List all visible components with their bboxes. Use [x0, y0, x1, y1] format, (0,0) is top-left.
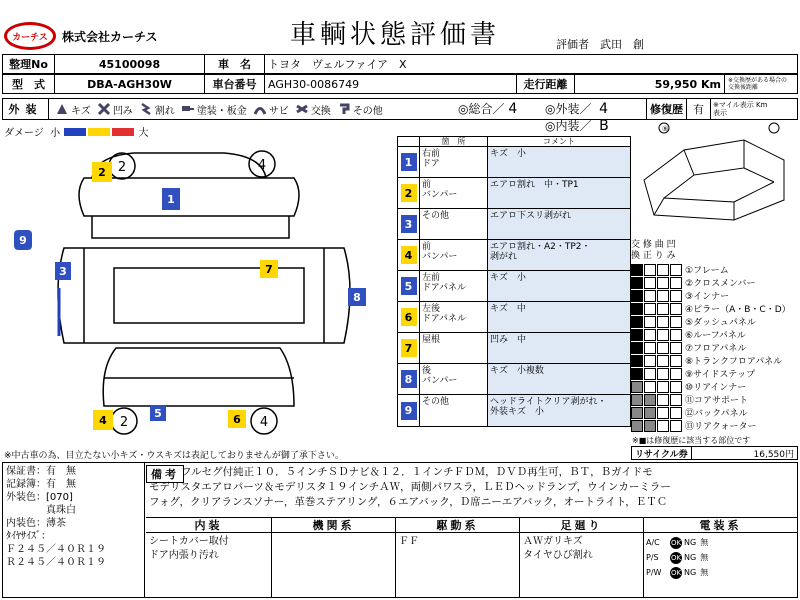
stock-number: 45100098: [55, 55, 205, 73]
frame-check-cell: [670, 420, 682, 432]
notes-text: フルセグ付純正１０．５インチＳＤナビ＆１２．１インチＦＤＭ，ＤＶＤ再生可，ＢＴ，Ｂガイドモ モデリスタエアロパーツ＆モデリスタ１９インチＡＷ，両側パワスラ，ＬＥＤヘッドランプ，ウインカーミラー フォグ，クリアランスソナー，革巻ステアリング，６エアバック，Ｄ席ニーエアバック，オートライト，ＥＴＣ: [149, 466, 671, 508]
frame-check-header: 交 修 曲 凹 換 正 り み: [631, 240, 676, 261]
repair-note: ※マイル表示 Km 表示: [713, 101, 768, 117]
frame-check-row: [631, 263, 795, 276]
frame-check-cell: [670, 368, 682, 380]
comment-rows: [398, 147, 630, 426]
comment-text: ヘッドライトクリア剥がれ・ 外装キズ 小: [488, 395, 630, 426]
frame-check-cell: [631, 290, 643, 302]
tire-rear: Ｒ２４５／４０Ｒ１９: [6, 557, 106, 568]
frame-check-cell: [631, 355, 643, 367]
frame-check-cell: [631, 407, 643, 419]
frame-check-cell: [670, 303, 682, 315]
frame-check-cell: [657, 303, 669, 315]
vehicle-specs: [3, 463, 145, 597]
comment-part: 前 バンパー: [420, 178, 488, 208]
electric-check-row: P/W OK NG 無: [646, 567, 709, 577]
comment-row: [398, 302, 630, 333]
frame-check-cell: [644, 368, 656, 380]
comment-row: [398, 395, 630, 426]
marker-2: 2: [92, 162, 112, 182]
comment-marker-icon: 1: [401, 153, 417, 171]
repair-history-label: 修復歴: [647, 99, 687, 119]
electric-header: 電装系: [699, 519, 742, 532]
frame-part-label: ⑥ルーフパネル: [685, 331, 746, 341]
engine-header: 機関系: [272, 518, 396, 532]
ok-check-icon: OK: [671, 538, 682, 547]
car-damage-diagram: [4, 138, 394, 446]
frame-check-row: [631, 315, 795, 328]
chassis-label: 車台番号: [205, 75, 265, 93]
frame-check-cell: [657, 407, 669, 419]
marker-8: 8: [348, 288, 366, 306]
comment-row: [398, 240, 630, 271]
marker-4: 4: [93, 410, 113, 430]
tire-size-label: ﾀｲﾔｻｲｽﾞ：: [6, 531, 51, 542]
repair-history-value: 有: [687, 99, 711, 119]
model-code: DBA-AGH30W: [55, 75, 205, 93]
frame-check-cell: [631, 264, 643, 276]
ok-check-icon: OK: [671, 553, 682, 562]
frame-check-cell: [644, 407, 656, 419]
comment-part: 右前 ドア: [420, 147, 488, 177]
comment-text: キズ 中: [488, 302, 630, 332]
frame-check-cell: [644, 381, 656, 393]
frame-check-row: [631, 302, 795, 315]
frame-check-row: [631, 367, 795, 380]
comment-row: [398, 271, 630, 302]
frame-check-cell: [644, 303, 656, 315]
frame-part-label: ⑪コアサポート: [685, 396, 749, 406]
frame-part-label: ④ピラー（A・B・C・D）: [685, 305, 791, 315]
logo-emblem: カーチス: [4, 22, 56, 50]
damage-scale: ダメージ 小 大: [4, 128, 149, 139]
comment-text: エアロ割れ・A2・TP2・ 剥がれ: [488, 240, 630, 270]
comment-marker-icon: 9: [401, 402, 417, 420]
comment-row: [398, 364, 630, 395]
frame-check-cell: [657, 290, 669, 302]
comment-part: その他: [420, 209, 488, 239]
car-name: トヨタ ヴェルファイア X: [268, 58, 407, 71]
interior-notes: シートカバー取付 ドア内張り汚れ: [146, 533, 272, 597]
comment-part: 左後 ドアパネル: [420, 302, 488, 332]
comment-text: 凹み 中: [488, 333, 630, 363]
bottom-section: [2, 462, 798, 598]
replace-icon: [295, 102, 309, 116]
frame-part-label: ⑩リアインナー: [685, 383, 747, 393]
frame-check-row: [631, 380, 795, 393]
minor-scratch-footnote: ※中古車の為、目立たない小キズ・ウスキズは表記しておりませんが御了承下さい。: [4, 451, 344, 461]
frame-check-row: [631, 406, 795, 419]
frame-check-grid: [631, 263, 795, 432]
legend-paint: 塗装・板金: [181, 102, 247, 117]
comment-table-header: [398, 137, 630, 147]
frame-check-cell: [670, 264, 682, 276]
spray-gun-icon: [181, 102, 195, 116]
frame-check-cell: [644, 277, 656, 289]
dent-icon: [97, 102, 111, 116]
frame-check-cell: [657, 264, 669, 276]
frame-check-cell: [631, 303, 643, 315]
frame-check-cell: [657, 381, 669, 393]
comment-part: 後 バンパー: [420, 364, 488, 394]
frame-check-row: [631, 341, 795, 354]
interior-header: 内装: [146, 518, 272, 532]
drive-header: 駆動系: [396, 518, 520, 532]
tire-front: Ｆ２４５／４０Ｒ１９: [6, 544, 106, 555]
suspension-header: 足廻り: [520, 518, 644, 532]
marker-7: 7: [260, 260, 278, 278]
rust-icon: [253, 102, 267, 116]
frame-check-cell: [670, 381, 682, 393]
frame-part-label: ⑬リアクォーター: [685, 422, 757, 432]
notes-label: 備考: [146, 465, 184, 483]
frame-check-row: [631, 393, 795, 406]
damage-mid-swatch: [88, 128, 110, 136]
frame-check-cell: [657, 277, 669, 289]
comment-text: エアロ下スリ剥がれ: [488, 209, 630, 239]
recycle-fee: [631, 446, 798, 460]
chassis-number: AGH30-0086749: [265, 75, 517, 93]
comment-marker-icon: 3: [401, 215, 417, 233]
company-logo: [4, 20, 158, 54]
interior-color-name: 薄茶: [46, 518, 66, 529]
legend-crack: 割れ: [139, 102, 175, 117]
frame-check-cell: [670, 394, 682, 406]
svg-text:2: 2: [117, 160, 127, 175]
frame-check-cell: [631, 316, 643, 328]
mileage-value: 59,950 Km: [575, 75, 725, 93]
recycle-label: リサイクル券: [632, 447, 692, 459]
exterior-label: 外装: [3, 99, 49, 119]
electric-check-row: P/S OK NG 無: [646, 552, 709, 562]
frame-check-cell: [631, 277, 643, 289]
frame-check-cell: [644, 264, 656, 276]
frame-check-cell: [657, 329, 669, 341]
frame-check-cell: [631, 368, 643, 380]
drive-notes: ＦＦ: [396, 533, 520, 597]
service-record: 記録簿：有 無: [6, 479, 76, 490]
comment-marker-icon: 5: [401, 277, 417, 295]
comment-marker-icon: 8: [401, 370, 417, 388]
section-body: [146, 533, 797, 597]
frame-check-cell: [670, 290, 682, 302]
section-headers: [146, 517, 797, 533]
comment-part: 前 バンパー: [420, 240, 488, 270]
frame-check-cell: [644, 420, 656, 432]
frame-check-row: [631, 328, 795, 341]
frame-check-cell: [644, 290, 656, 302]
frame-check-cell: [657, 368, 669, 380]
exterior-color-name: 真珠白: [46, 505, 76, 516]
marker-6: 6: [228, 410, 246, 428]
comment-row: [398, 147, 630, 178]
comment-part: 屋根: [420, 333, 488, 363]
ok-check-icon: OK: [671, 568, 682, 577]
crack-icon: [139, 102, 153, 116]
other-icon: [337, 102, 351, 116]
comment-row: [398, 333, 630, 364]
frame-check-cell: [670, 407, 682, 419]
frame-check-row: [631, 354, 795, 367]
comment-marker-icon: 4: [401, 246, 417, 264]
frame-check-cell: [631, 394, 643, 406]
electric-check-row: A/C OK NG 無: [646, 537, 709, 547]
comment-text: エアロ割れ 中・TP1: [488, 178, 630, 208]
frame-check-cell: [644, 342, 656, 354]
legend-scratch: キズ: [55, 102, 91, 117]
interior-rating: ◎内装／ B: [545, 118, 609, 134]
frame-part-label: ③インナー: [685, 292, 730, 302]
scratch-icon: [55, 102, 69, 116]
frame-check-cell: [670, 355, 682, 367]
frame-part-label: ⑤ダッシュパネル: [685, 318, 756, 328]
stock-label: 整理No: [3, 55, 55, 73]
info-row-1: [2, 54, 798, 74]
frame-part-label: ⑫バックパネル: [685, 409, 748, 419]
frame-check-cell: [670, 342, 682, 354]
total-rating: ◎総合／ 4: [458, 101, 518, 117]
frame-check-row: [631, 419, 795, 432]
frame-part-label: ①フレーム: [685, 266, 729, 276]
frame-check-cell: [631, 381, 643, 393]
recycle-value: 16,550円: [753, 449, 794, 460]
frame-check-cell: [657, 420, 669, 432]
mileage-label: 走行距離: [517, 75, 575, 93]
engine-notes: [272, 533, 396, 597]
svg-text:2: 2: [119, 415, 129, 430]
legend-other: その他: [337, 102, 383, 117]
damage-comment-table: [397, 136, 631, 427]
frame-check-row: [631, 276, 795, 289]
info-row-2: [2, 74, 798, 94]
frame-part-label: ⑨サイドステップ: [685, 370, 756, 380]
frame-check-cell: [631, 342, 643, 354]
frame-check-row: [631, 289, 795, 302]
legend-dent: 凹み: [97, 102, 133, 117]
comment-text: キズ 小: [488, 271, 630, 301]
svg-text:⑨: ⑨: [662, 125, 669, 133]
frame-check-cell: [657, 355, 669, 367]
frame-part-label: ⑦フロアパネル: [685, 344, 747, 354]
company-name: 株式会社カーチス: [62, 30, 158, 44]
electric-checks: [644, 533, 797, 597]
mileage-note: ※交換歴がある場合の 交換後距離: [728, 77, 788, 91]
svg-text:4: 4: [259, 415, 269, 430]
suspension-notes: ＡＷガリキズ タイヤひび割れ: [520, 533, 644, 597]
legend-rust: サビ: [253, 102, 289, 117]
interior-color: 内装色：: [6, 518, 46, 529]
evaluator: 評価者 武田 創: [556, 38, 644, 51]
frame-footnote: ※■は修復歴に該当する部位です: [632, 436, 751, 445]
comment-marker-icon: 7: [401, 339, 417, 357]
frame-check-cell: [657, 342, 669, 354]
exterior-color: 外装色：[070]: [6, 492, 73, 503]
frame-check-cell: [644, 355, 656, 367]
frame-check-cell: [631, 420, 643, 432]
exterior-rating: ◎外装／ 4: [545, 101, 609, 117]
warranty: 保証書：有 無: [6, 466, 76, 477]
frame-check-cell: [657, 394, 669, 406]
frame-check-cell: [657, 316, 669, 328]
document-title: 車輌状態評価書: [290, 20, 501, 50]
car-name-label: 車 名: [205, 55, 265, 73]
frame-check-cell: [644, 316, 656, 328]
comment-marker-icon: 6: [401, 308, 417, 326]
comment-row: [398, 178, 630, 209]
frame-check-cell: [644, 329, 656, 341]
damage-high-swatch: [112, 128, 134, 136]
comment-part: 左前 ドアパネル: [420, 271, 488, 301]
frame-part-label: ②クロスメンバー: [685, 279, 756, 289]
comment-text: キズ 小: [488, 147, 630, 177]
col-part: 箇 所: [420, 137, 488, 146]
marker-1: 1: [162, 188, 180, 210]
marker-3: 3: [55, 262, 71, 280]
repair-history: [646, 98, 798, 120]
frame-check-cell: [644, 394, 656, 406]
svg-text:4: 4: [257, 158, 267, 173]
frame-check-cell: [631, 329, 643, 341]
frame-diagram: [634, 120, 798, 236]
marker-5: 5: [150, 405, 166, 421]
comment-marker-icon: 2: [401, 184, 417, 202]
comment-row: [398, 209, 630, 240]
legend-replace: 交換: [295, 102, 331, 117]
frame-check-cell: [670, 316, 682, 328]
col-comment: コメント: [543, 137, 575, 146]
damage-low-swatch: [64, 128, 86, 136]
frame-part-label: ⑧トランクフロアパネル: [685, 357, 783, 367]
comment-part: その他: [420, 395, 488, 426]
frame-check-cell: [670, 329, 682, 341]
frame-check-cell: [670, 277, 682, 289]
model-label: 型 式: [3, 75, 55, 93]
marker-9: 9: [14, 230, 32, 250]
comment-text: キズ 小複数: [488, 364, 630, 394]
